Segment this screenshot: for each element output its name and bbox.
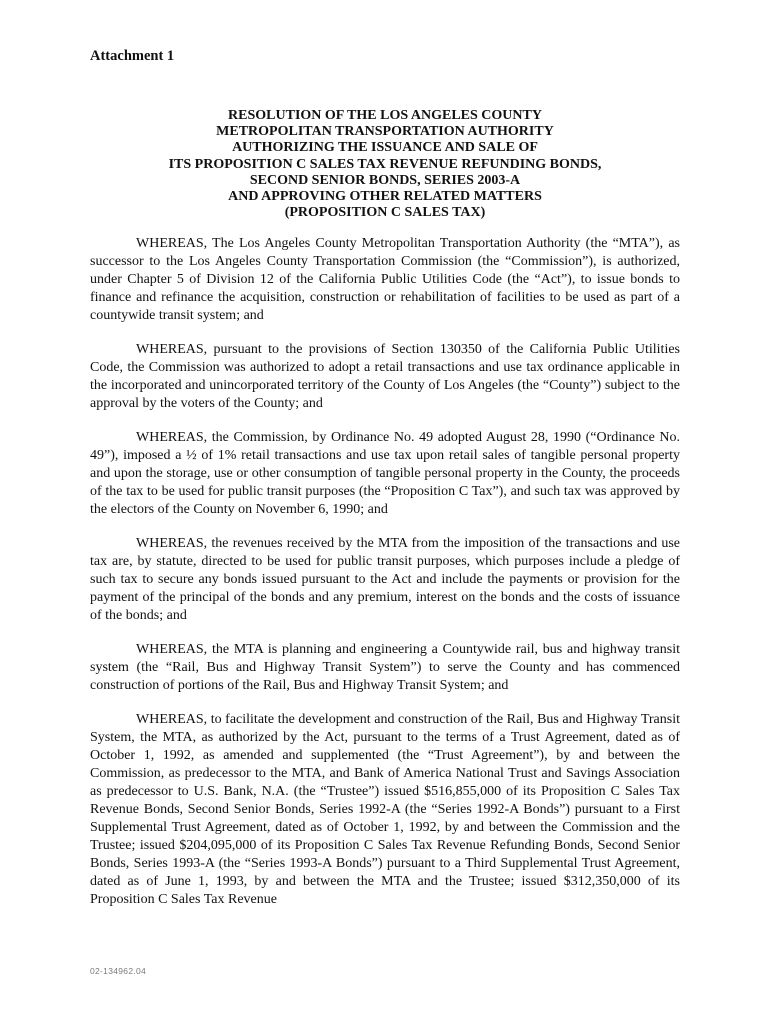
whereas-paragraph: WHEREAS, The Los Angeles County Metropolitan Transportation Authority (the “MTA”), as successor to the Los Angeles County Transportation Commission (the “Commission”), is authorized, under Chapter 5 of Division 12 of the California Public Utilities Code (the “Act”), to issue bonds to finance and refinance the acquisition, construction or rehabilitation of facilities to be used as part of a countywide transit system; and [90, 236, 680, 323]
resolution-title [90, 108, 680, 221]
title-line: AND APPROVING OTHER RELATED MATTERS [228, 189, 542, 205]
document-footer-code: 02-134962.04 [90, 966, 147, 976]
title-line: SECOND SENIOR BONDS, SERIES 2003-A [249, 172, 521, 188]
whereas-paragraph: WHEREAS, the revenues received by the MTA from the imposition of the transactions and use tax are, by statute, directed to be used for public transit purposes, which purposes include a pledge of such tax to secure any bonds issued pursuant to the Act and include the payments or provision for the payment of the principal of the bonds and any premium, interest on the bonds and the costs of issuance of the bonds; and [90, 536, 680, 623]
title-line: (PROPOSITION C SALES TAX) [284, 205, 486, 221]
attachment-label: Attachment 1 [90, 48, 175, 64]
whereas-paragraph: WHEREAS, the Commission, by Ordinance No. 49 adopted August 28, 1990 (“Ordinance No. 49”), imposed a ½ of 1% retail transactions and use tax upon retail sales of tangible personal property and upon the storage, use or other consumption of tangible personal property in the County, the proceeds of the tax to be used for public transit purposes (the “Proposition C Tax”), and such tax was approved by the electors of the County on November 6, 1990; and [90, 430, 680, 517]
title-line: METROPOLITAN TRANSPORTATION AUTHORITY [216, 124, 554, 140]
title-line: AUTHORIZING THE ISSUANCE AND SALE OF [232, 140, 538, 156]
whereas-paragraph: WHEREAS, the MTA is planning and engineering a Countywide rail, bus and highway transit system (the “Rail, Bus and Highway Transit System”) to serve the County and has commenced construction of portions of the Rail, Bus and Highway Transit System; and [90, 642, 680, 693]
resolution-body [90, 235, 680, 909]
whereas-paragraph: WHEREAS, to facilitate the development and construction of the Rail, Bus and Highway Transit System, the MTA, as authorized by the Act, pursuant to the terms of a Trust Agreement, dated as of October 1, 1992, as amended and supplemented (the “Trust Agreement”), by and between the Commission, as predecessor to the MTA, and Bank of America National Trust and Savings Association as predecessor to U.S. Bank, N.A. (the “Trustee”) issued $516,855,000 of its Proposition C Sales Tax Revenue Bonds, Second Senior Bonds, Series 1992-A (the “Series 1992-A Bonds”) pursuant to a First Supplemental Trust Agreement, dated as of October 1, 1992, by and between the Commission and the Trustee; issued $204,095,000 of its Proposition C Sales Tax Revenue Refunding Bonds, Second Senior Bonds, Series 1993-A (the “Series 1993-A Bonds”) pursuant to a Third Supplemental Trust Agreement, dated as of June 1, 1993, by and between the MTA and the Trustee; issued $312,350,000 of its Proposition C Sales Tax Revenue [90, 712, 680, 907]
title-line: ITS PROPOSITION C SALES TAX REVENUE REFUNDING BONDS, [168, 156, 602, 172]
whereas-paragraph: WHEREAS, pursuant to the provisions of Section 130350 of the California Public Utilities Code, the Commission was authorized to adopt a retail transactions and use tax ordinance applicable in the incorporated and unincorporated territory of the County of Los Angeles (the “County”) subject to the approval by the voters of the County; and [90, 342, 680, 411]
title-line: RESOLUTION OF THE LOS ANGELES COUNTY [228, 108, 542, 123]
